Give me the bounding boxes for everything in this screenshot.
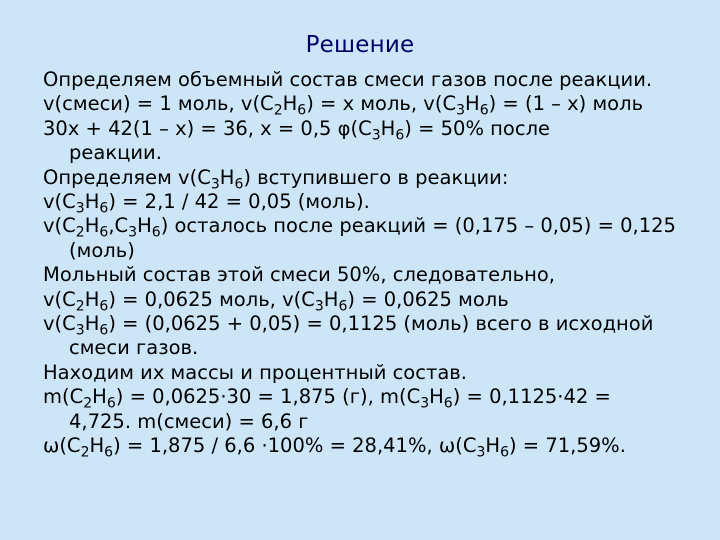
solution-text <box>43 68 693 459</box>
text-line: Определяем объемный состав смеси газов после реакции. <box>43 68 653 91</box>
text-line: $m(C_2H_6) = 0,0625\cdot 30 = 1,875$ (г), $m(C_3H_6) = 0,1125\cdot 42$ = <box>43 385 611 412</box>
text-line: $v(C_3H_6) = 2,1 / 42 = 0,05$ (моль). <box>43 190 370 217</box>
text-line: Мольный состав этой смеси 50%, следовательно, <box>43 263 555 287</box>
text-line-continuation: реакции. <box>69 141 162 165</box>
text-line: v(смеси) = 1 моль, $v(C_2H_6) = x$ моль, $v(C_3H_6) = (1 - x)$ моль <box>43 92 644 119</box>
text-line: $v(C_2H_6) = 0,0625$ моль, $v(C_3H_6) = 0,0625$ моль <box>43 287 509 315</box>
text-line: $v(C_3H_6) = (0,0625 + 0,05) = 0,1125$ (моль) всего в исходной <box>43 312 654 339</box>
text-line-continuation: (моль) <box>69 238 135 262</box>
text-line-continuation: 4,725. m(смеси) = 6,6 г <box>69 409 309 433</box>
slide-title: Решение <box>305 32 415 58</box>
text-line: $\omega(C_2H_6) = 1,875 / 6,6 \cdot 100\% = 28,41\%$, $\omega(C_3H_6) = 71,59\%$. <box>43 434 626 461</box>
text-line-continuation: смеси газов. <box>69 336 199 360</box>
text-line: 30x + 42(1 – x) = 36, x = 0,5 $\varphi(C_3H_6) = 50\%$ после <box>43 116 551 144</box>
text-line: Определяем $v(C_3H_6)$ вступившего в реакции: <box>43 165 509 193</box>
text-line: Находим их массы и процентный состав. <box>43 360 467 384</box>
text-line: $v(C_2H_6,C_3H_6)$ осталось после реакций = (0,175 – 0,05) = 0,125 <box>43 214 676 241</box>
